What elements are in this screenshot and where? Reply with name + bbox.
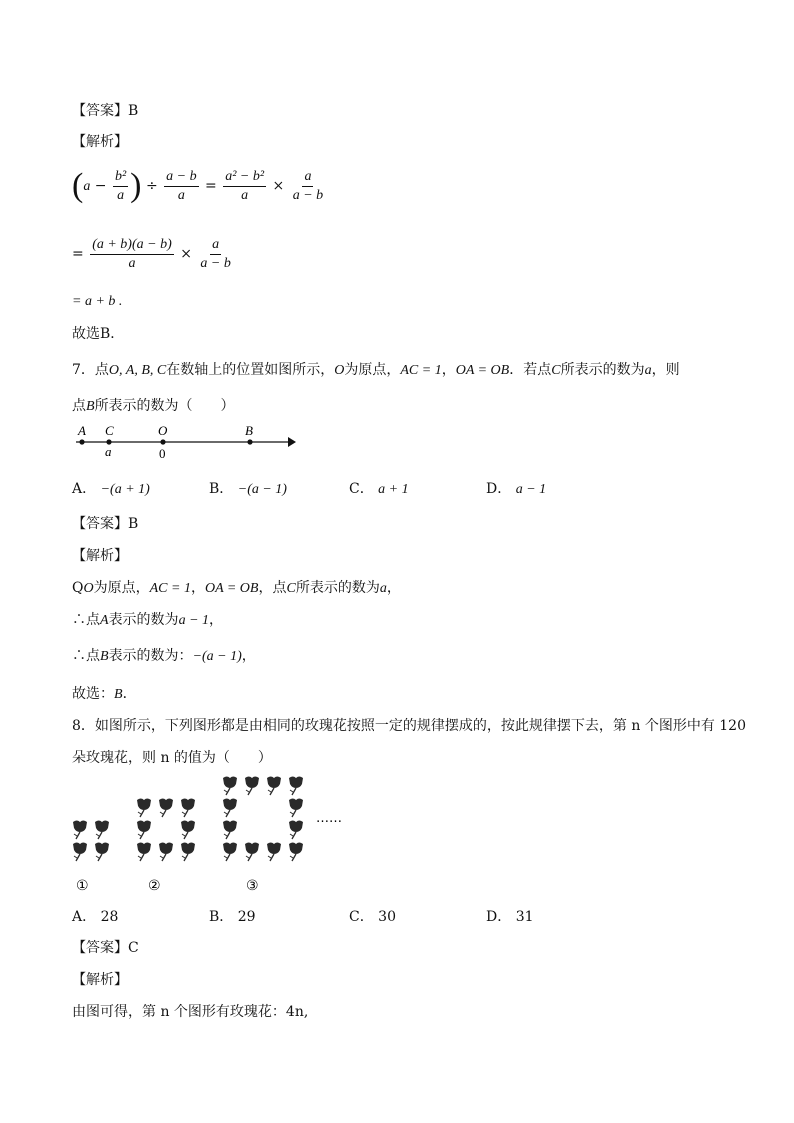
number-line-figure (70, 420, 300, 464)
q8-stem-line1: 8．如图所示，下列图形都是由相同的玫瑰花按照一定的规律摆成的，按此规律摆下去，第 n 个图形中有 120 (72, 718, 746, 734)
rose-icon (223, 843, 237, 862)
rose-icon (159, 799, 173, 818)
ellipsis: …… (316, 811, 342, 826)
rose-icon (95, 821, 109, 840)
q6-analysis-label: 【解析】 (72, 134, 128, 150)
q6-answer: 【答案】B (72, 103, 139, 119)
rose-icon (289, 799, 303, 818)
rose-icon (289, 843, 303, 862)
figure-label-1: ① (76, 878, 89, 894)
q6-conclusion: 故选B． (72, 326, 125, 342)
q8-answer: 【答案】C (72, 940, 139, 956)
rose-icon (95, 843, 109, 862)
rose-icon (289, 821, 303, 840)
rose-icon (137, 799, 151, 818)
label-A: A (78, 423, 86, 438)
rose-icon (245, 777, 259, 796)
q7-conclusion: 故选：B． (72, 686, 137, 702)
rose-icon (289, 777, 303, 796)
point-B (247, 439, 252, 444)
q7-solution-line3: ∴点B表示的数为：−(a − 1)， (72, 648, 256, 664)
rose-pattern-figure (66, 774, 366, 896)
rose-icon (223, 777, 237, 796)
label-zero: 0 (159, 446, 166, 461)
q8-option-c: C． 30 (349, 909, 396, 925)
rose-icon (73, 843, 87, 862)
rose-icon (73, 821, 87, 840)
q7-analysis-label: 【解析】 (72, 548, 128, 564)
rose-icon (245, 843, 259, 862)
q8-option-b: B． 29 (209, 909, 256, 925)
point-O (160, 439, 165, 444)
rose-icon (267, 843, 281, 862)
label-B: B (245, 423, 253, 438)
rose-icon (137, 843, 151, 862)
q7-solution-line2: ∴点A表示的数为a − 1， (72, 612, 224, 628)
q7-stem-line2: 点B所表示的数为（ ） (72, 398, 235, 414)
figure-label-3: ③ (246, 878, 259, 894)
q8-option-a: A． 28 (72, 909, 119, 925)
label-O: O (158, 423, 168, 438)
q7-stem-line1: 7．点O, A, B, C在数轴上的位置如图所示，O为原点，AC = 1，OA = OB．若点C所表示的数为a，则 (72, 362, 680, 378)
q6-equation-3: = a + b . (72, 294, 123, 309)
rose-icon (181, 843, 195, 862)
rose-icon (267, 777, 281, 796)
q7-option-b: B． −(a − 1) (209, 481, 287, 497)
rose-icon (181, 821, 195, 840)
point-A (79, 439, 84, 444)
rose-icon (223, 799, 237, 818)
rose-icon (137, 821, 151, 840)
q8-option-d: D． 31 (486, 909, 534, 925)
label-C: C (105, 423, 114, 438)
q8-solution-line1: 由图可得，第 n 个图形有玫瑰花：4n, (72, 1004, 309, 1020)
rose-icon (223, 821, 237, 840)
q8-stem-line2: 朵玫瑰花，则 n 的值为（ ） (72, 750, 272, 766)
q7-option-a: A． −(a + 1) (72, 481, 150, 497)
q7-answer: 【答案】B (72, 516, 139, 532)
rose-icon (159, 843, 173, 862)
q8-analysis-label: 【解析】 (72, 972, 128, 988)
q6-equation-2: = $\frac{(a + b)(a - b)}{a}$ × $\frac{a}{a - b}$ (72, 236, 231, 271)
figure-label-2: ② (148, 878, 161, 894)
label-a: a (105, 444, 112, 459)
arrow-icon (288, 437, 296, 447)
rose-icon (181, 799, 195, 818)
q6-equation-1: (a − $\frac{\text{b²}}{a}$ ) ÷ $\frac{a - b}{a}$ = $\frac{\text{a² − b²}}{a}$ × $\frac{a}{a - b}$ (72, 167, 324, 204)
q7-solution-line1: QO为原点，AC = 1，OA = OB，点C所表示的数为a， (72, 580, 401, 596)
q7-option-c: C． a + 1 (349, 481, 409, 497)
q7-option-d: D． a − 1 (486, 481, 547, 497)
